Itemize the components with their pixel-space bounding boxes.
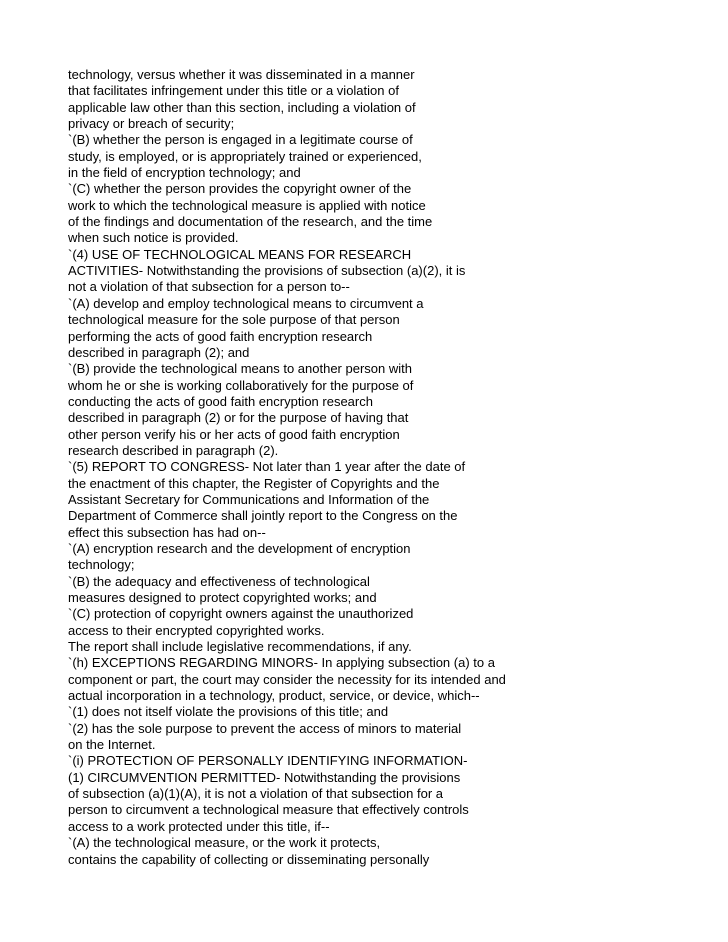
text-line: person to circumvent a technological measure that effectively controls (68, 802, 469, 818)
text-line: measures designed to protect copyrighted works; and (68, 590, 377, 605)
text-line: The report shall include legislative recommendations, if any. (68, 639, 412, 655)
text-line: research described in paragraph (2). (68, 442, 279, 458)
text-line: `(A) encryption research and the development of encryption (68, 540, 411, 556)
text-line: technological measure for the sole purpose of that person (68, 312, 400, 328)
text-line: other person verify his or her acts of good faith encryption (68, 426, 400, 442)
text-line: conducting the acts of good faith encryption research (68, 393, 373, 409)
text-line: `(B) whether the person is engaged in a legitimate course of (68, 132, 413, 148)
text-line: Department of Commerce shall jointly report to the Congress on the (68, 508, 458, 524)
text-line: work to which the technological measure is applied with notice (68, 197, 426, 213)
text-line: `(C) protection of copyright owners against the unauthorized (68, 606, 414, 622)
text-line: technology, versus whether it was disseminated in a manner (68, 67, 415, 82)
text-line: the enactment of this chapter, the Register of Copyrights and the (68, 475, 440, 491)
text-line: technology; (68, 557, 135, 573)
text-line: `(A) the technological measure, or the work it protects, (68, 835, 381, 851)
text-line: applicable law other than this section, including a violation of (68, 99, 416, 115)
text-line: that facilitates infringement under this title or a violation of (68, 83, 399, 99)
text-line: `(h) EXCEPTIONS REGARDING MINORS- In applying subsection (a) to a (68, 655, 495, 671)
text-line: contains the capability of collecting or disseminating personally (68, 851, 430, 867)
text-line: privacy or breach of security; (68, 116, 235, 132)
text-line: effect this subsection has had on-- (68, 524, 266, 540)
text-line: whom he or she is working collaboratively for the purpose of (68, 377, 414, 393)
text-line: when such notice is provided. (68, 230, 239, 246)
text-line: described in paragraph (2) or for the purpose of having that (68, 410, 409, 426)
text-line: Assistant Secretary for Communications and Information of the (68, 491, 430, 507)
text-line: not a violation of that subsection for a person to-- (68, 279, 350, 295)
text-line: `(2) has the sole purpose to prevent the access of minors to material (68, 720, 462, 736)
text-line: `(B) provide the technological means to another person with (68, 361, 412, 377)
text-line: access to a work protected under this title, if-- (68, 818, 330, 834)
text-line: described in paragraph (2); and (68, 344, 250, 360)
text-line: component or part, the court may consider the necessity for its intended and (68, 671, 506, 687)
text-line: on the Internet. (68, 737, 156, 753)
text-line: `(i) PROTECTION OF PERSONALLY IDENTIFYING INFORMATION- (68, 753, 468, 769)
text-line: `(5) REPORT TO CONGRESS- Not later than 1 year after the date of (68, 459, 466, 475)
text-line: in the field of encryption technology; and (68, 165, 301, 181)
text-line: access to their encrypted copyrighted works. (68, 622, 325, 638)
text-line: `(1) does not itself violate the provisions of this title; and (68, 704, 389, 720)
body-text (68, 67, 708, 868)
text-line: of the findings and documentation of the research, and the time (68, 214, 433, 230)
text-line: `(C) whether the person provides the copyright owner of the (68, 181, 412, 197)
text-line: performing the acts of good faith encryption research (68, 328, 373, 344)
text-line: (1) CIRCUMVENTION PERMITTED- Notwithstanding the provisions (68, 769, 461, 785)
text-line: study, is employed, or is appropriately trained or experienced, (68, 148, 422, 164)
text-line: ACTIVITIES- Notwithstanding the provisions of subsection (a)(2), it is (68, 263, 466, 279)
text-line: of subsection (a)(1)(A), it is not a violation of that subsection for a (68, 786, 444, 802)
text-line: `(B) the adequacy and effectiveness of technological (68, 573, 370, 589)
text-line: `(4) USE OF TECHNOLOGICAL MEANS FOR RESEARCH (68, 246, 412, 262)
text-line: actual incorporation in a technology, product, service, or device, which-- (68, 688, 480, 704)
text-line: `(A) develop and employ technological means to circumvent a (68, 295, 424, 311)
